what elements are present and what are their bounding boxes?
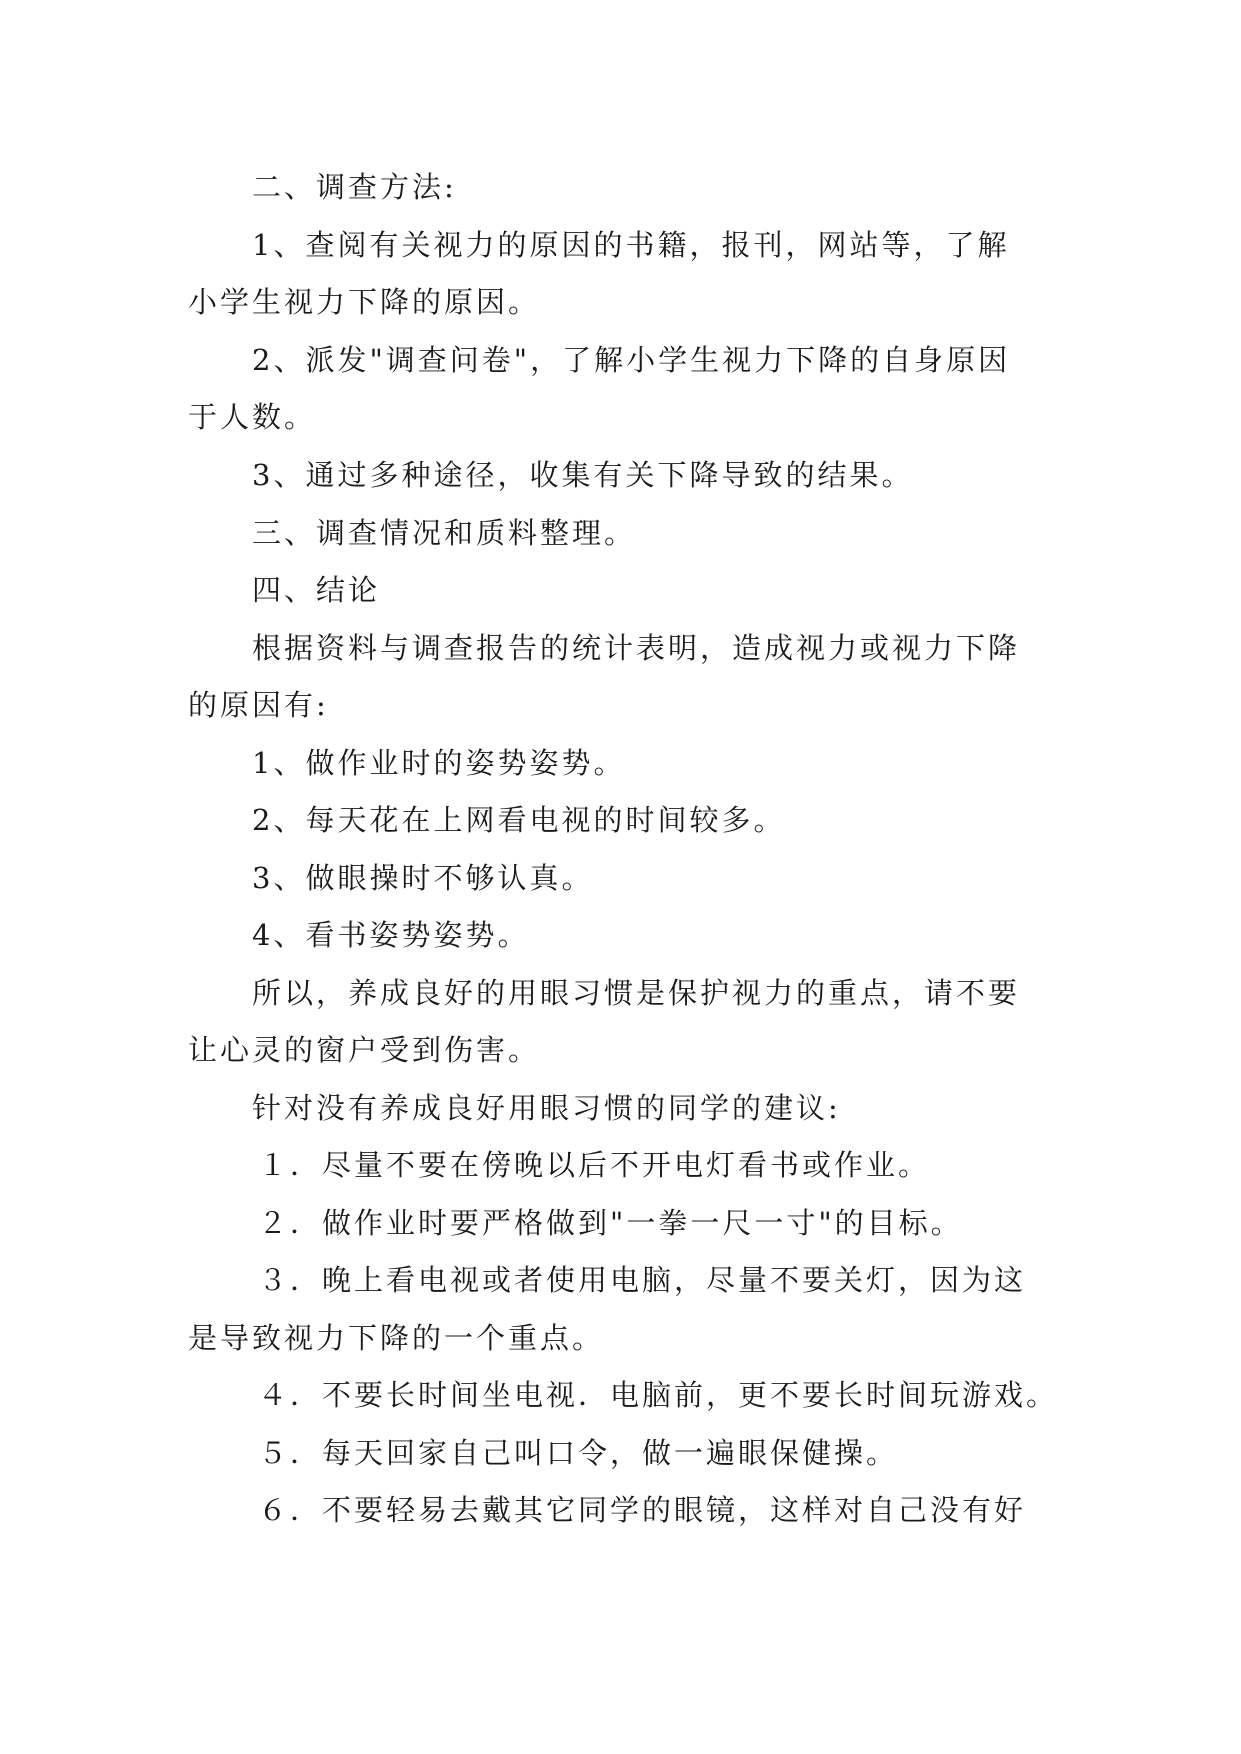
list-item: 2、每天花在上网看电视的时间较多。 xyxy=(252,803,786,837)
paragraph-line: 针对没有养成良好用眼习惯的同学的建议: xyxy=(252,1091,841,1125)
paragraph-line: 小学生视力下降的原因。 xyxy=(188,285,541,319)
paragraph-line: 所以，养成良好的用眼习惯是保护视力的重点，请不要 xyxy=(252,976,1021,1010)
section-heading-methods: 二、调查方法: xyxy=(252,170,457,204)
list-item: 3、做眼操时不够认真。 xyxy=(252,861,594,895)
paragraph-line: 2、派发"调查问卷"，了解小学生视力下降的自身原因 xyxy=(252,343,1011,377)
suggestion-item: ２．做作业时要严格做到"一拳一尺一寸"的目标。 xyxy=(258,1206,963,1240)
list-item: 1、做作业时的姿势姿势。 xyxy=(252,746,626,780)
suggestion-item: ３．晚上看电视或者使用电脑，尽量不要关灯，因为这 xyxy=(258,1263,1027,1297)
paragraph-line: 1、查阅有关视力的原因的书籍，报刊，网站等，了解 xyxy=(252,228,1010,262)
suggestion-item: ４．不要长时间坐电视．电脑前，更不要长时间玩游戏。 xyxy=(258,1378,1059,1412)
paragraph-line: 于人数。 xyxy=(188,400,317,434)
section-heading-conclusion: 四、结论 xyxy=(252,573,381,607)
paragraph-line: 的原因有: xyxy=(188,688,329,722)
suggestion-item: ５．每天回家自己叫口令，做一遍眼保健操。 xyxy=(258,1436,899,1470)
paragraph-line: 让心灵的窗户受到伤害。 xyxy=(188,1033,541,1067)
suggestion-item: ６．不要轻易去戴其它同学的眼镜，这样对自己没有好 xyxy=(258,1493,1027,1527)
list-item: 4、看书姿势姿势。 xyxy=(252,918,530,952)
suggestion-item: １．尽量不要在傍晚以后不开电灯看书或作业。 xyxy=(258,1148,931,1182)
paragraph-line: 3、通过多种途径，收集有关下降导致的结果。 xyxy=(252,458,914,492)
section-heading-survey: 三、调查情况和质料整理。 xyxy=(252,516,637,550)
paragraph-line: 根据资料与调查报告的统计表明，造成视力或视力下降 xyxy=(252,631,1021,665)
paragraph-line: 是导致视力下降的一个重点。 xyxy=(188,1321,605,1355)
